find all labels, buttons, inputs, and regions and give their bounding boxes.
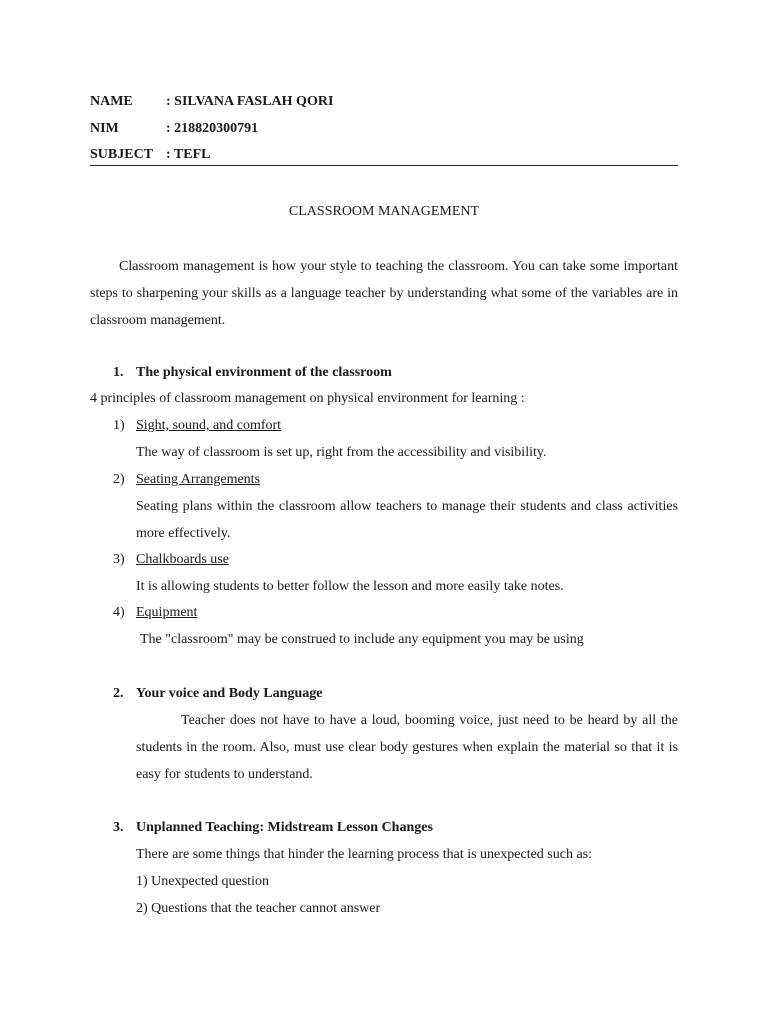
section-2-heading: Your voice and Body Language — [136, 686, 323, 701]
item-3-title: Chalkboards use — [136, 552, 229, 567]
item-4-text: The "classroom" may be construed to include any equipment you may be using — [140, 632, 584, 647]
header-divider — [90, 165, 678, 166]
item-3-number: 3) — [113, 552, 125, 567]
item-2-title: Seating Arrangements — [136, 472, 261, 487]
section-2-text: Teacher does not have to have a loud, booming voice, just need to be heard by all the students in the room. Also, must use clear body gestures when explain the material so that it is easy for students to understand. — [136, 713, 678, 782]
nim-label: NIM — [90, 121, 119, 136]
section-1-number: 1. — [113, 365, 124, 380]
item-3-text: It is allowing students to better follow the lesson and more easily take notes. — [136, 579, 564, 594]
item-4-number: 4) — [113, 605, 125, 620]
section-3-number: 3. — [113, 820, 124, 835]
section-1-heading: The physical environment of the classroom — [136, 365, 392, 380]
item-4-title: Equipment — [136, 605, 198, 620]
item-1-title: Sight, sound, and comfort — [136, 418, 282, 433]
section-2-number: 2. — [113, 686, 124, 701]
item-1-number: 1) — [113, 418, 125, 433]
document-title: CLASSROOM MANAGEMENT — [288, 204, 480, 219]
name-value: : SILVANA FASLAH QORI — [166, 94, 334, 109]
section-1-lead: 4 principles of classroom management on physical environment for learning : — [90, 391, 525, 406]
section-3-lead: There are some things that hinder the learning process that is unexpected such as: — [136, 847, 593, 862]
subject-value: : TEFL — [166, 147, 211, 162]
name-label: NAME — [90, 94, 133, 109]
nim-value: : 218820300791 — [166, 121, 259, 136]
item-2-number: 2) — [113, 472, 125, 487]
section-3-list-item-1: 1) Unexpected question — [136, 874, 269, 889]
intro-paragraph: Classroom management is how your style to teaching the classroom. You can take some important steps to sharpening your skills as a language teacher by understanding what some of the variables are in classroom management. — [90, 259, 678, 328]
item-1-text: The way of classroom is set up, right from the accessibility and visibility. — [136, 445, 547, 460]
subject-label: SUBJECT — [90, 147, 154, 162]
item-2-text: Seating plans within the classroom allow teachers to manage their students and class activities more effectively. — [136, 499, 678, 541]
section-3-list-item-2: 2) Questions that the teacher cannot answer — [136, 901, 381, 916]
section-3-heading: Unplanned Teaching: Midstream Lesson Changes — [136, 820, 433, 835]
